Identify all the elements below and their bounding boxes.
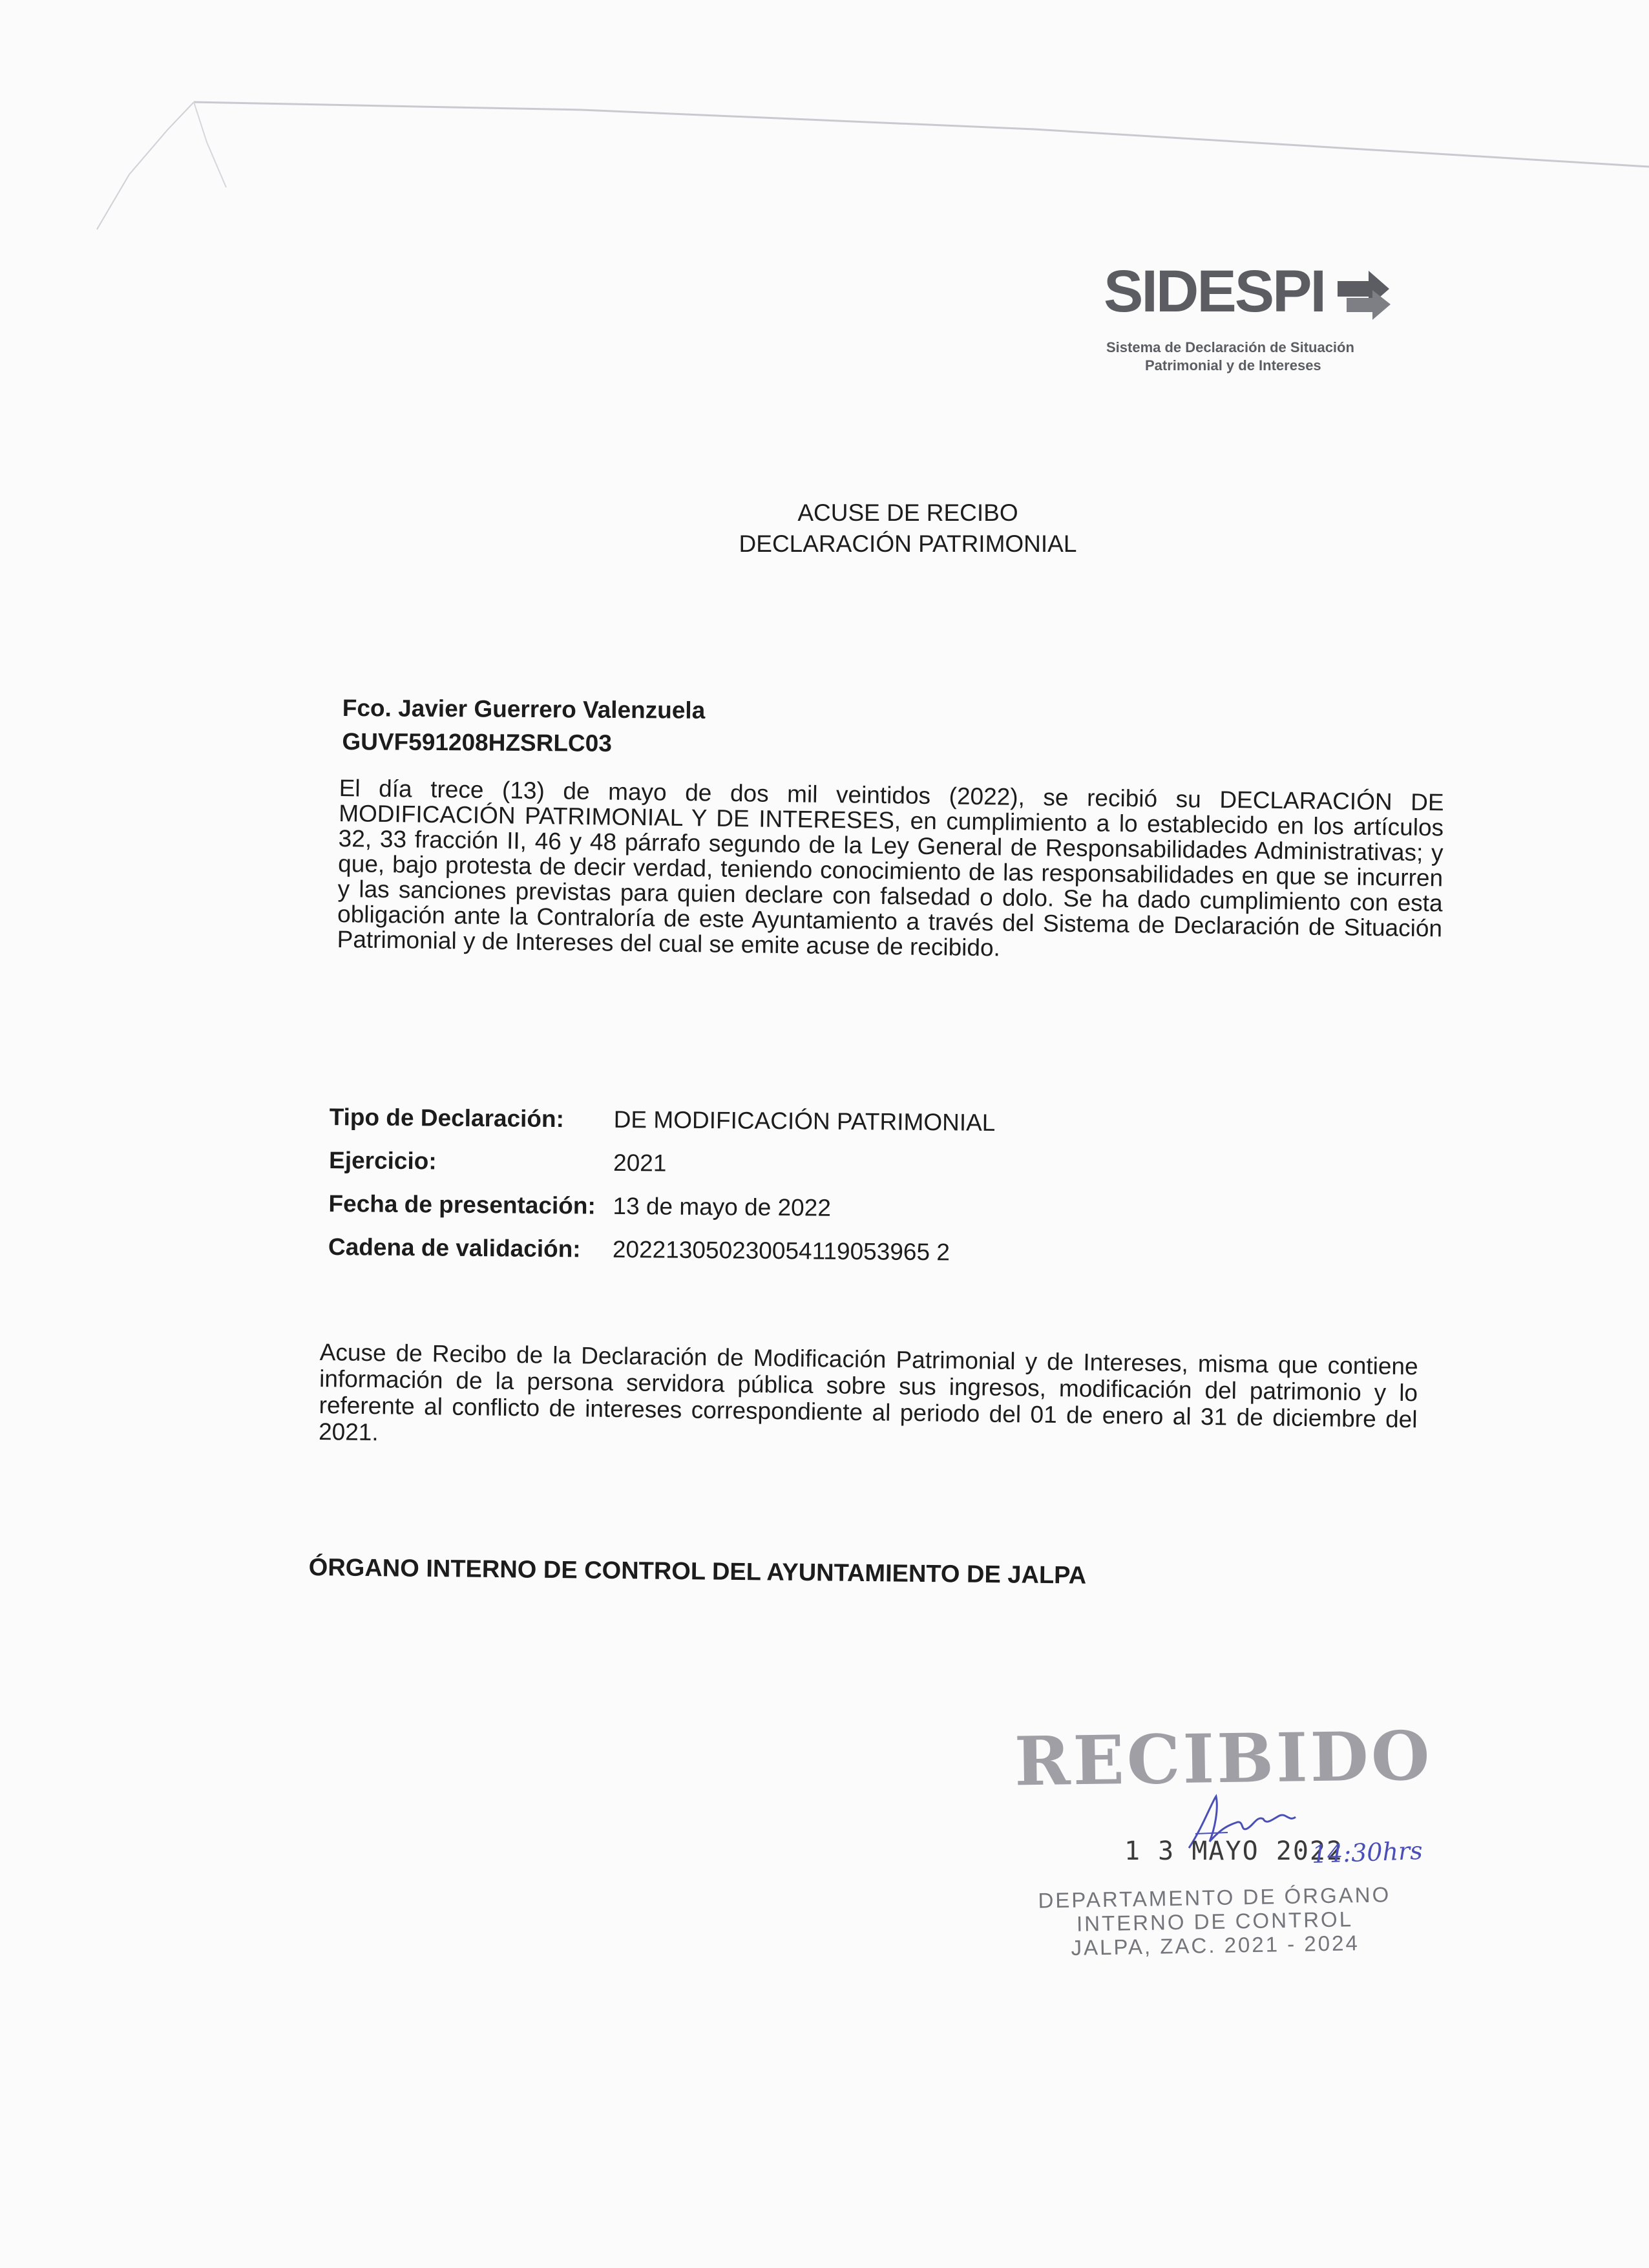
field-row [329,1139,995,1188]
declaration-fields [328,1095,996,1274]
field-label-ejercicio: Ejercicio: [328,1146,437,1175]
logo-subtitle-1: Sistema de Declaración de Situación [1106,339,1354,355]
stamp-title: RECIBIDO [1014,1716,1433,1801]
stamp-date: 1 3 MAYO 2022 [1124,1836,1344,1866]
declarant-name: Fco. Javier Guerrero Valenzuela [342,694,706,724]
logo-subtitle-2: Patrimonial y de Intereses [1145,357,1321,373]
field-label-cadena: Cadena de validación: [328,1233,581,1263]
field-value-cadena: 202213050230054119053965 2 [612,1235,951,1266]
field-row [328,1182,994,1231]
logo-wordmark: SIDESPI [1104,258,1325,324]
sidespi-logo [1098,258,1409,391]
field-value-ejercicio: 2021 [613,1149,667,1177]
arrows-icon [1338,267,1396,325]
declarant-rfc: GUVF591208HZSRLC03 [342,728,613,757]
stamp-dept-line-3: JALPA, ZAC. 2021 - 2024 [1071,1931,1360,1960]
title-line-2: DECLARACIÓN PATRIMONIAL [739,530,1077,557]
field-row [329,1095,995,1144]
field-label-fecha: Fecha de presentación: [328,1190,596,1219]
note-paragraph: Acuse de Recibo de la Declaración de Modificación Patrimonial y de Intereses, misma que contiene información de la persona servidora pública sobre sus ingresos, modificación del patrimonio y lo referente al conflicto de intereses correspondiente al periodo del 01 de enero al 31 de diciembre del 2021. [318,1339,1418,1446]
received-stamp [1008,1716,1460,1977]
stamp-department [1020,1882,1409,1960]
stamp-dept-line-2: INTERNO DE CONTROL [1076,1907,1354,1936]
field-value-tipo: DE MODIFICACIÓN PATRIMONIAL [613,1106,996,1136]
title-line-1: ACUSE DE RECIBO [797,499,1018,526]
stamp-time: 14:30hrs [1311,1836,1423,1869]
field-row [328,1225,994,1274]
organ-heading: ÓRGANO INTERNO DE CONTROL DEL AYUNTAMIENTO DE JALPA [308,1554,1087,1590]
stamp-dept-line-1: DEPARTAMENTO DE ÓRGANO [1038,1882,1391,1913]
document-title [582,498,1234,560]
declarant-block [342,691,705,761]
field-label-tipo: Tipo de Declaración: [329,1103,565,1133]
body-paragraph: El día trece (13) de mayo de dos mil veintidos (2022), se recibió su DECLARACIÓN DE MODIFICACIÓN PATRIMONIAL Y DE INTERESES, en cumplimiento a lo establecido en los artículos 32, 33 fracción II, 46 y 48 párrafo segundo de la Ley General de Responsabilidades Administrativas; y que, bajo protesta de decir verdad, teniendo conocimiento de las responsabilidades en que se incurren y las sanciones previstas para quien declare con falsedad o dolo. Se ha dado cumplimiento con esta obligación ante la Contraloría de este Ayuntamiento a través del Sistema de Declaración de Situación Patrimonial y de Intereses del cual se emite acuse de recibido. [337,775,1444,961]
field-value-fecha: 13 de mayo de 2022 [613,1192,832,1221]
